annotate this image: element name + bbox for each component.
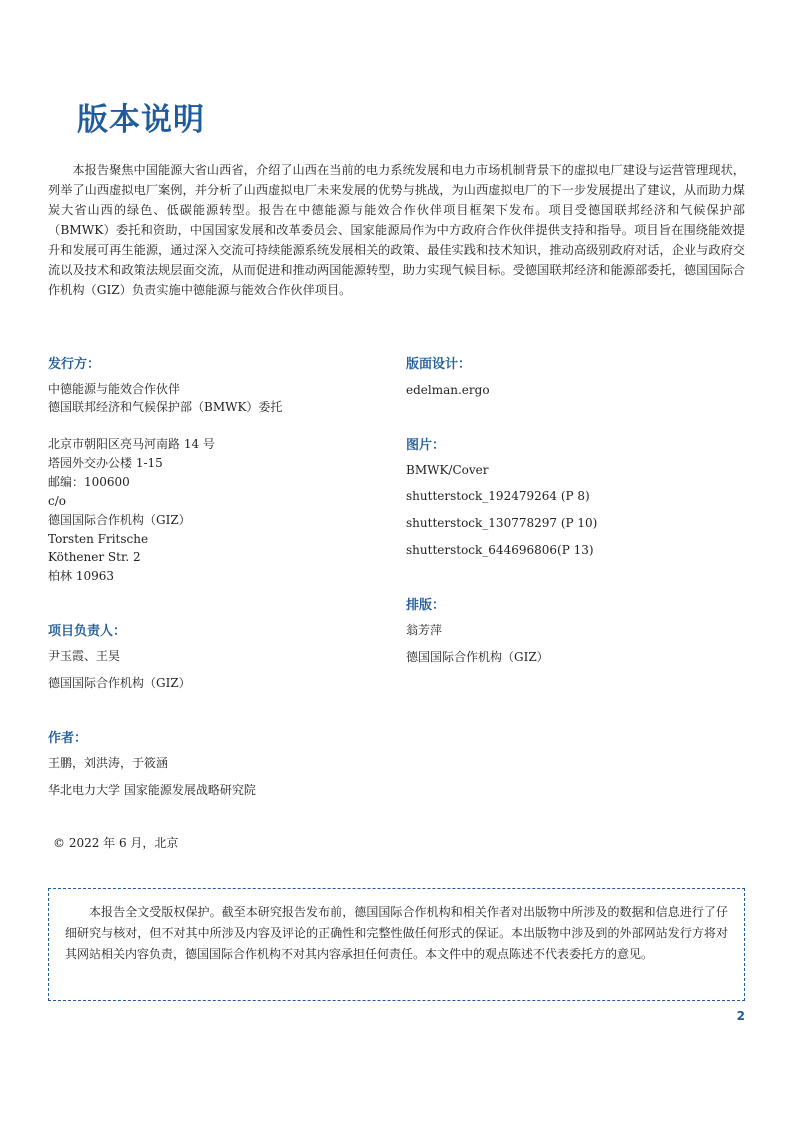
typesetting-heading: 排版： <box>406 598 446 613</box>
project-lead-org: 德国国际合作机构（GIZ） <box>48 676 191 690</box>
address-line: Köthener Str. 2 <box>48 550 141 564</box>
image-credit: BMWK/Cover <box>406 463 489 477</box>
typesetting-line: 德国国际合作机构（GIZ） <box>406 650 549 664</box>
layout-design-value: edelman.ergo <box>406 383 490 397</box>
authors-names: 王鹏，刘洪涛，于筱涵 <box>48 756 169 770</box>
typesetting-line: 翁芳萍 <box>406 623 443 637</box>
image-credit: shutterstock_130778297 (P 10) <box>406 516 598 530</box>
intro-paragraph: 本报告聚焦中国能源大省山西省，介绍了山西在当前的电力系统发展和电力市场机制背景下的虚拟电厂建设与运营管理现状，列举了山西虚拟电厂案例，并分析了山西虚拟电厂未来发展的优势与挑战，为山西虚拟电厂的下一步发展提出了建议，从而助力煤炭大省山西的绿色、低碳能源转型。报告在中德能源与能效合作伙伴项目框架下发布。项目受德国联邦经济和气候保护部（BMWK）委托和资助，中国国家发展和改革委员会、国家能源局作为中方政府合作伙伴提供支持和指导。项目旨在围绕能效提升和发展可再生能源，通过深入交流可持续能源系统发展相关的政策、最佳实践和技术知识，推动高级别政府对话，企业与政府交流以及技术和政策法规层面交流，从而促进和推动两国能源转型，助力实现气候目标。受德国联邦经济和能源部委托，德国国际合作机构（GIZ）负责实施中德能源与能效合作伙伴项目。 <box>48 163 745 297</box>
page-number: 2 <box>736 1009 745 1023</box>
address-line: 北京市朝阳区亮马河南路 14 号 <box>48 437 215 451</box>
address-line: Torsten Fritsche <box>48 532 149 546</box>
layout-design-heading: 版面设计： <box>406 357 472 372</box>
address-line: 德国国际合作机构（GIZ） <box>48 513 191 527</box>
copyright-notice-text: 本报告全文受版权保护。截至本研究报告发布前，德国国际合作机构和相关作者对出版物中所涉及的数据和信息进行了仔细研究与核对，但不对其中所涉及内容及评论的正确性和完整性做任何形式的保证。本出版物中涉及到的外部网站发行方将对其网站相关内容负责，德国国际合作机构不对其内容承担任何责任。本文件中的观点陈述不代表委托方的意见。 <box>65 905 728 961</box>
authors-org: 华北电力大学 国家能源发展战略研究院 <box>48 783 256 797</box>
address-line: 邮编：100600 <box>48 475 130 489</box>
copyright-notice-box <box>48 888 745 1001</box>
image-credit: shutterstock_644696806(P 13) <box>406 543 594 557</box>
publisher-heading: 发行方： <box>48 357 101 372</box>
project-lead-names: 尹玉霞、王昊 <box>48 649 121 663</box>
address-line: 塔园外交办公楼 1-15 <box>48 456 163 470</box>
project-lead-heading: 项目负责人： <box>48 624 127 639</box>
authors-heading: 作者： <box>48 731 88 746</box>
publisher-line: 德国联邦经济和气候保护部（BMWK）委托 <box>48 400 283 414</box>
image-credit: shutterstock_192479264 (P 8) <box>406 489 590 503</box>
images-heading: 图片： <box>406 438 446 453</box>
address-line: 柏林 10963 <box>48 569 114 583</box>
copyright-date: © 2022 年 6 月，北京 <box>53 836 179 850</box>
publisher-line: 中德能源与能效合作伙伴 <box>48 382 181 396</box>
address-line: c/o <box>48 494 66 508</box>
page-title: 版本说明 <box>77 102 205 138</box>
